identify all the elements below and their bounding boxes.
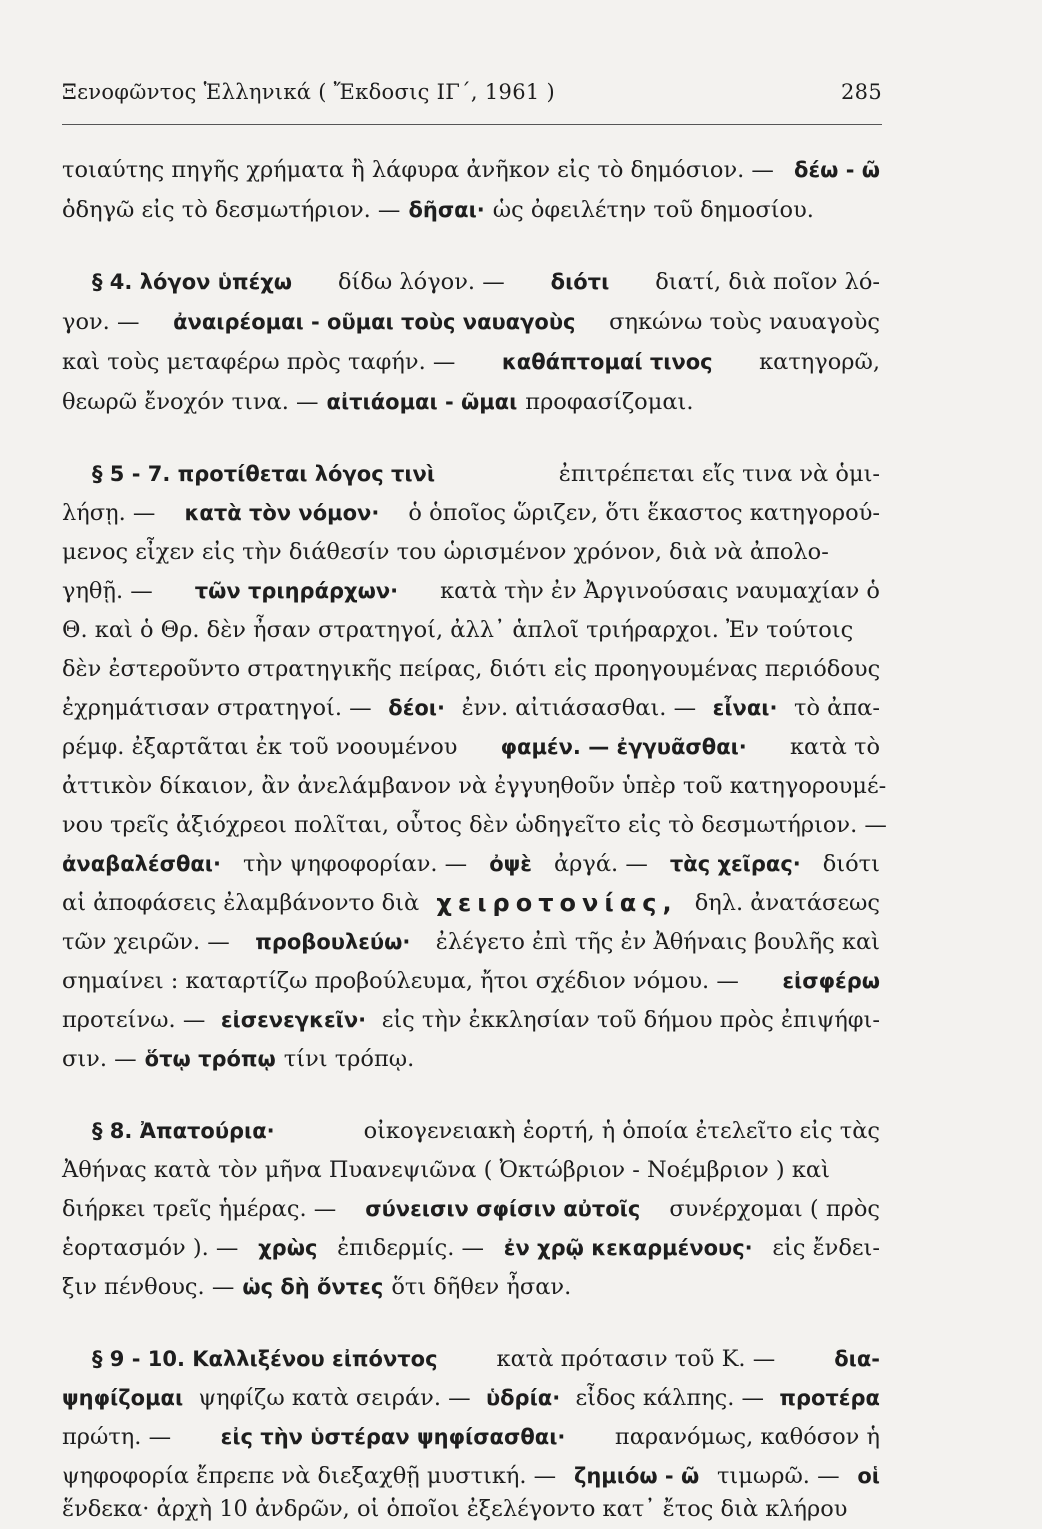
lemma-term: εἶναι· <box>712 696 778 720</box>
gloss-text: εἶδος κάλπης. — <box>575 1385 765 1411</box>
lemma-term: δέοι· <box>388 696 445 720</box>
gloss-text: ἕνδεκα· ἀρχὴ 10 ἀνδρῶν, οἱ ὁποῖοι ἐξελέγοντο κατ᾽ ἔτος διὰ κλήρου <box>62 1496 848 1522</box>
text-line <box>62 532 880 572</box>
gloss-text: διότι <box>822 851 880 877</box>
lemma-term: § 9 - 10. Καλλιξένου εἰπόντος <box>92 1347 438 1371</box>
gloss-text: αἱ ἀποφάσεις ἐλαμβάνοντο διὰ <box>62 890 420 916</box>
text-line <box>62 766 887 806</box>
lemma-term: ἀναβαλέσθαι· <box>62 852 221 876</box>
text-line <box>62 150 880 190</box>
lemma-term: ἀναιρέομαι - οῦμαι τοὺς ναυαγοὺς <box>173 310 576 334</box>
lemma-term: § 4. λόγον ὑπέχω <box>92 270 293 294</box>
gloss-text: τὸ ἀπα- <box>794 695 880 721</box>
gloss-text: κατὰ τὸ <box>789 734 880 760</box>
gloss-text: τὴν ψηφοφορίαν. — <box>242 851 468 877</box>
gloss-text: κατὰ πρότασιν τοῦ Κ. — <box>496 1346 776 1372</box>
lemma-term: σύνεισιν σφίσιν αὐτοῖς <box>365 1197 641 1221</box>
gloss-text: ἀττικὸν δίκαιον, ἂν ἀνελάμβανον νὰ ἐγγυηθοῦν ὑπὲρ τοῦ κατηγορουμέ- <box>62 773 887 799</box>
lemma-term: εἰσενεγκεῖν· <box>220 1008 367 1032</box>
gloss-text: ὁ ὁποῖος ὥριζεν, ὅτι ἕκαστος κατηγορού- <box>408 500 880 526</box>
text-line <box>62 1489 880 1529</box>
text-line <box>62 883 880 923</box>
lemma-term: αἰτιάομαι - ῶμαι <box>326 390 518 414</box>
gloss-text: γηθῇ. — <box>62 578 153 604</box>
running-title: Ξενοφῶντος Ἑλληνικά ( Ἔκδοσις ΙΓ΄, 1961 ) <box>62 80 555 104</box>
text-line <box>62 190 880 230</box>
gloss-text: ἑορτασμόν ). — <box>62 1235 239 1261</box>
gloss-text: συνέρχομαι ( πρὸς <box>669 1196 880 1222</box>
lemma-term: ὅτῳ τρόπῳ <box>144 1047 276 1071</box>
text-line <box>92 1339 880 1379</box>
text-line <box>92 1111 880 1151</box>
page-number: 285 <box>841 80 882 104</box>
lemma-term: τῶν τριηράρχων· <box>194 579 399 603</box>
gloss-text: οἰκογενειακὴ ἑορτή, ἡ ὁποία ἐτελεῖτο εἰς τὰς <box>363 1118 880 1144</box>
lemma-term: χρὼς <box>258 1236 318 1260</box>
gloss-text: προφασίζομαι. <box>525 389 694 415</box>
lemma-term: δια- <box>834 1347 880 1371</box>
gloss-text: σιν. — <box>62 1046 137 1072</box>
header-rule <box>62 124 882 125</box>
text-line <box>62 688 880 728</box>
text-line <box>62 610 880 650</box>
gloss-text: θεωρῶ ἔνοχόν τινα. — <box>62 389 319 415</box>
text-line <box>62 844 880 884</box>
gloss-text: Ἀθήνας κατὰ τὸν μῆνα Πυανεψιῶνα ( Ὀκτώβριον - Νοέμβριον ) καὶ <box>62 1157 830 1183</box>
gloss-text: δὲν ἐστεροῦντο στρατηγικῆς πείρας, διότι εἰς προηγουμένας περιόδους <box>62 656 881 682</box>
gloss-text: τιμωρῶ. — <box>716 1463 840 1489</box>
gloss-text: μενος εἶχεν εἰς τὴν διάθεσίν του ὡρισμένον χρόνον, διὰ νὰ ἀπολο- <box>62 539 829 565</box>
lemma-term: ζημιόω - ῶ <box>573 1464 700 1488</box>
gloss-text: κατηγορῶ, <box>759 349 880 375</box>
gloss-text: ξιν πένθους. — <box>62 1274 235 1300</box>
gloss-text: τῶν χειρῶν. — <box>62 929 230 955</box>
lemma-term: δῆσαι· <box>408 198 485 222</box>
lemma-term: ὑδρία· <box>485 1386 561 1410</box>
gloss-text: ψηφίζω κατὰ σειράν. — <box>198 1385 471 1411</box>
text-line <box>62 1267 880 1307</box>
text-line <box>92 262 880 302</box>
gloss-text: τίνι τρόπῳ. <box>283 1046 415 1072</box>
running-header <box>62 80 882 104</box>
gloss-text: ἐλέγετο ἐπὶ τῆς ἐν Ἀθήναις βουλῆς καὶ <box>435 929 880 955</box>
lemma-term: διότι <box>550 270 610 294</box>
lemma-term: δέω - ῶ <box>794 158 880 182</box>
lemma-term: προβουλεύω· <box>255 930 411 954</box>
gloss-text: ἐπιτρέπεται εἴς τινα νὰ ὁμι- <box>558 461 880 487</box>
text-line <box>62 1228 880 1268</box>
gloss-text: προτείνω. — <box>62 1007 206 1033</box>
text-line <box>62 805 887 845</box>
lemma-term: εἰς τὴν ὑστέραν ψηφίσασθαι· <box>220 1425 566 1449</box>
text-line <box>62 1417 880 1457</box>
text-line <box>62 649 880 689</box>
text-line <box>92 454 880 494</box>
gloss-text: πρώτη. — <box>62 1424 172 1450</box>
gloss-text: σημαίνει : καταρτίζω προβούλευμα, ἤτοι σχέδιον νόμου. — <box>62 968 739 994</box>
gloss-text: δηλ. ἀνατάσεως <box>694 890 880 916</box>
lemma-term: οἱ <box>857 1464 880 1488</box>
gloss-text: διατί, διὰ ποῖον λό- <box>655 269 880 295</box>
gloss-text: ρέμφ. ἐξαρτᾶται ἐκ τοῦ νοουμένου <box>62 734 458 760</box>
gloss-text: ἐπιδερμίς. — <box>337 1235 485 1261</box>
lemma-term: ὀψὲ <box>489 852 532 876</box>
gloss-text: Θ. καὶ ὁ Θρ. δὲν ἦσαν στρατηγοί, ἀλλ᾽ ἁπλοῖ τριήραρχοι. Ἐν τούτοις <box>62 617 854 643</box>
gloss-text: ὁδηγῶ εἰς τὸ δεσμωτήριον. — <box>62 197 401 223</box>
lemma-term: φαμέν. — ἐγγυᾶσθαι· <box>500 735 747 759</box>
lemma-term: § 8. Ἀπατούρια· <box>92 1119 275 1143</box>
lemma-term: χειροτονίας, <box>436 889 678 917</box>
gloss-text: σηκώνω τοὺς ναυαγοὺς <box>609 309 880 335</box>
gloss-text: νου τρεῖς ἀξιόχρεοι πολῖται, οὗτος δὲν ὡδηγεῖτο εἰς τὸ δεσμωτήριον. — <box>62 812 887 838</box>
gloss-text: καὶ τοὺς μεταφέρω πρὸς ταφήν. — <box>62 349 456 375</box>
gloss-text: τοιαύτης πηγῆς χρήματα ἢ λάφυρα ἀνῆκον εἰς τὸ δημόσιον. — <box>62 157 774 183</box>
gloss-text: λήσῃ. — <box>62 500 156 526</box>
gloss-text: εἰς ἔνδει- <box>772 1235 880 1261</box>
text-line <box>62 1189 880 1229</box>
text-line <box>62 493 880 533</box>
gloss-text: παρανόμως, καθόσον ἡ <box>614 1424 880 1450</box>
lemma-term: τὰς χεῖρας· <box>669 852 801 876</box>
lemma-term: προτέρα <box>779 1386 880 1410</box>
lemma-term: κατὰ τὸν νόμον· <box>184 501 380 525</box>
gloss-text: ὡς ὀφειλέτην τοῦ δημοσίου. <box>492 197 814 223</box>
gloss-text: διήρκει τρεῖς ἡμέρας. — <box>62 1196 337 1222</box>
gloss-text: κατὰ τὴν ἐν Ἀργινούσαις ναυμαχίαν ὁ <box>440 578 880 604</box>
lemma-term: ἐν χρῷ κεκαρμένους· <box>503 1236 753 1260</box>
text-line <box>62 1039 880 1079</box>
text-line <box>62 382 880 422</box>
text-line <box>62 571 880 611</box>
lemma-term: ψηφίζομαι <box>62 1386 184 1410</box>
text-line <box>62 727 880 767</box>
text-line <box>62 1000 880 1040</box>
text-line <box>62 1378 880 1418</box>
gloss-text: εἰς τὴν ἐκκλησίαν τοῦ δήμου πρὸς ἐπιψήφι- <box>381 1007 880 1033</box>
gloss-text: ὅτι δῆθεν ἦσαν. <box>391 1274 572 1300</box>
gloss-text: δίδω λόγον. — <box>338 269 505 295</box>
text-line <box>62 302 880 342</box>
text-line <box>62 961 880 1001</box>
gloss-text: ἐχρημάτισαν στρατηγοί. — <box>62 695 372 721</box>
text-line <box>62 342 880 382</box>
gloss-text: γον. — <box>62 309 140 335</box>
lemma-term: ὡς δὴ ὄντες <box>242 1275 384 1299</box>
gloss-text: ψηφοφορία ἔπρεπε νὰ διεξαχθῇ μυστική. — <box>62 1463 557 1489</box>
lemma-term: § 5 - 7. προτίθεται λόγος τινὶ <box>92 462 436 486</box>
gloss-text: ἐνν. αἰτιάσασθαι. — <box>461 695 697 721</box>
text-line <box>62 1150 880 1190</box>
gloss-text: ἀργά. — <box>553 851 648 877</box>
text-line <box>62 922 880 962</box>
lemma-term: καθάπτομαί τινος <box>501 350 713 374</box>
lemma-term: εἰσφέρω <box>782 969 880 993</box>
